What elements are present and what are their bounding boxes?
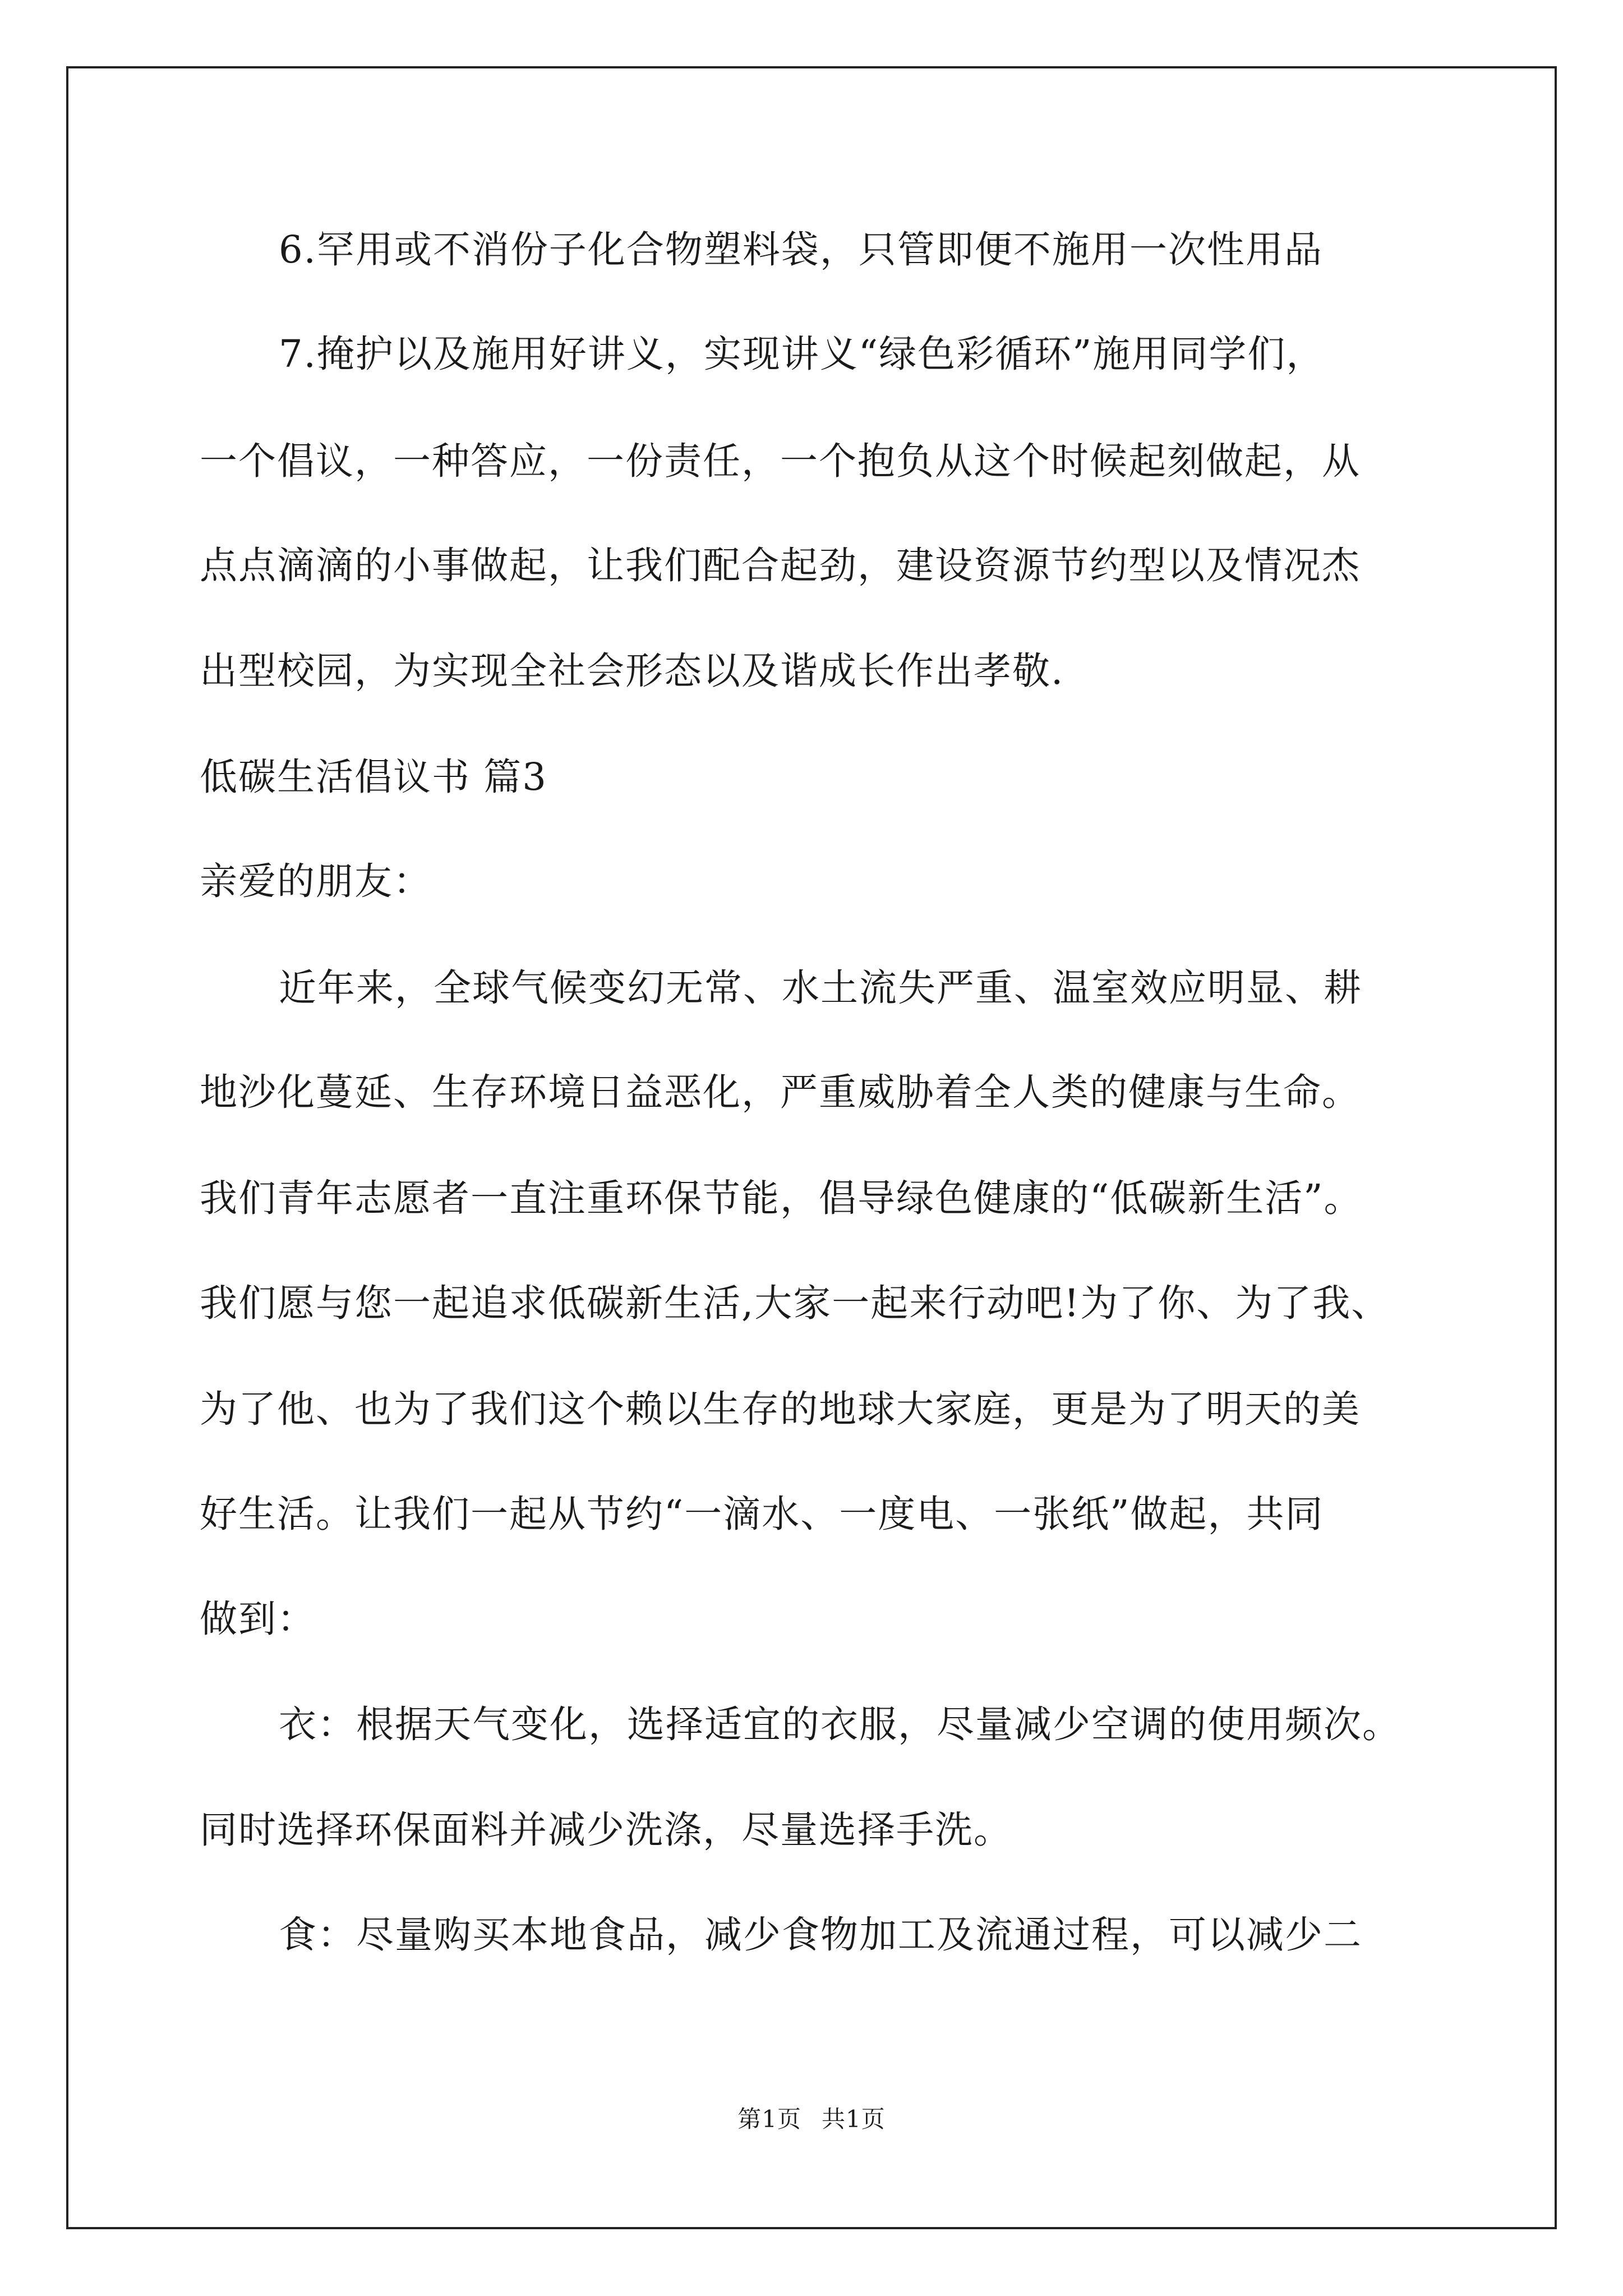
- paragraph-line: 出型校园，为实现全社会形态以及谐成长作出孝敬.: [200, 649, 1064, 693]
- paragraph-line: 我们愿与您一起追求低碳新生活,大家一起来行动吧!为了你、为了我、: [200, 1281, 1390, 1325]
- section-heading: 低碳生活倡议书 篇3: [200, 755, 547, 799]
- page-number-total: 共1页: [822, 2105, 886, 2133]
- paragraph-line: 近年来，全球气候变幻无常、水土流失严重、温室效应明显、耕: [279, 966, 1362, 1010]
- paragraph-line: 6.罕用或不消份子化合物塑料袋，只管即便不施用一次性用品: [279, 228, 1323, 272]
- paragraph-line: 做到：: [200, 1597, 316, 1641]
- paragraph-line: 地沙化蔓延、生存环境日益恶化，严重威胁着全人类的健康与生命。: [200, 1070, 1361, 1114]
- page-number-current: 第1页: [737, 2105, 801, 2133]
- paragraph-line: 同时选择环保面料并减少洗涤，尽量选择手洗。: [200, 1808, 1012, 1852]
- paragraph-line: 点点滴滴的小事做起，让我们配合起劲，建设资源节约型以及情况杰: [200, 544, 1361, 587]
- salutation: 亲爱的朋友：: [200, 859, 432, 903]
- paragraph-line: 我们青年志愿者一直注重环保节能，倡导绿色健康的“低碳新生活”。: [200, 1176, 1363, 1220]
- page-border: [66, 66, 1557, 2229]
- paragraph-line: 为了他、也为了我们这个赖以生存的地球大家庭，更是为了明天的美: [200, 1387, 1361, 1431]
- paragraph-line: 食：尽量购买本地食品，减少食物加工及流通过程，可以减少二: [279, 1913, 1362, 1957]
- paragraph-line: 7.掩护以及施用好讲义，实现讲义“绿色彩循环”施用同学们，: [279, 332, 1325, 376]
- paragraph-line: 一个倡议，一种答应，一份责任，一个抱负从这个时候起刻做起，从: [200, 439, 1361, 483]
- page-footer: [0, 2104, 1623, 2135]
- paragraph-line: 衣：根据天气变化，选择适宜的衣服，尽量减少空调的使用频次。: [279, 1703, 1401, 1746]
- paragraph-line: 好生活。让我们一起从节约“一滴水、一度电、一张纸”做起，共同: [200, 1492, 1324, 1536]
